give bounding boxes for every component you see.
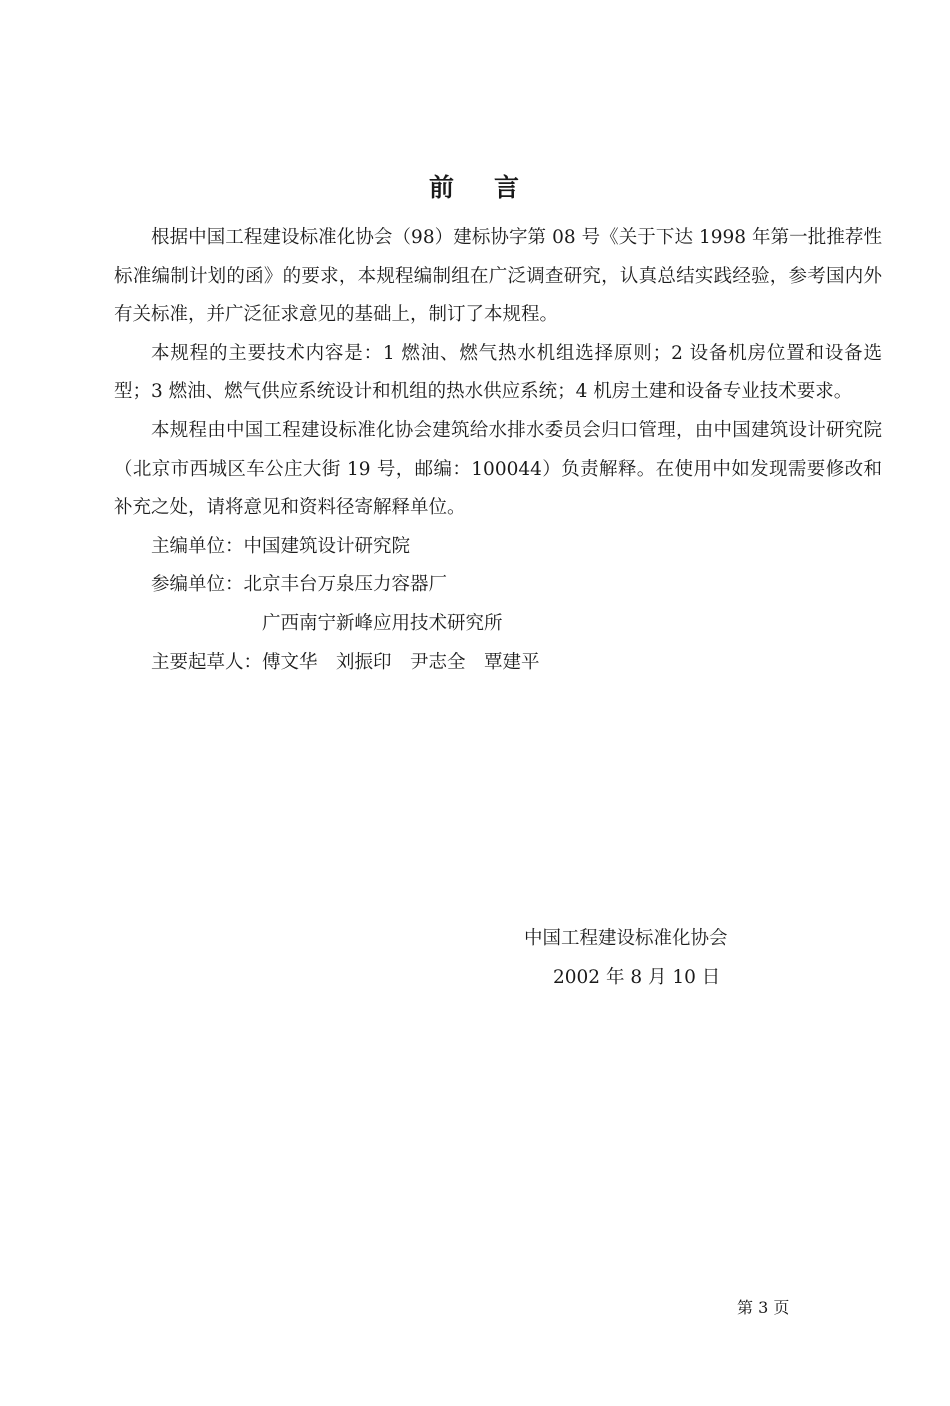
paragraph-technical-content: 本规程的主要技术内容是：1 燃油、燃气热水机组选择原则；2 设备机房位置和设备选型；3 燃油、燃气供应系统设计和机组的热水供应系统；4 机房土建和设备专业技术要求。: [114, 342, 882, 403]
signature-date: 2002 年 8 月 10 日: [553, 966, 721, 988]
preface-body: [114, 219, 882, 682]
signature-block: [524, 920, 728, 997]
co-editor-unit-1: 参编单位：北京丰台万泉压力容器厂: [151, 574, 448, 596]
title-char-1: 前: [428, 173, 456, 202]
page-title: [0, 168, 950, 204]
signature-organization: 中国工程建设标准化协会: [524, 928, 728, 949]
page-number: 第 3 页: [737, 1298, 790, 1317]
paragraph-basis: 根据中国工程建设标准化协会（98）建标协字第 08 号《关于下达 1998 年第一批推荐性标准编制计划的函》的要求，本规程编制组在广泛调查研究，认真总结实践经验，参考国内外有关标准，并广泛征求意见的基础上，制订了本规程。: [114, 227, 882, 326]
paragraph-management: 本规程由中国工程建设标准化协会建筑给水排水委员会归口管理，由中国建筑设计研究院（北京市西城区车公庄大街 19 号，邮编：100044）负责解释。在使用中如发现需要修改和补充之处，请将意见和资料径寄解释单位。: [114, 419, 882, 519]
title-char-2: 言: [494, 173, 522, 202]
chief-editor-unit: 主编单位：中国建筑设计研究院: [151, 535, 411, 557]
main-drafters: 主要起草人：傅文华 刘振印 尹志全 覃建平: [151, 651, 540, 673]
co-editor-unit-2: 广西南宁新峰应用技术研究所: [262, 612, 503, 634]
